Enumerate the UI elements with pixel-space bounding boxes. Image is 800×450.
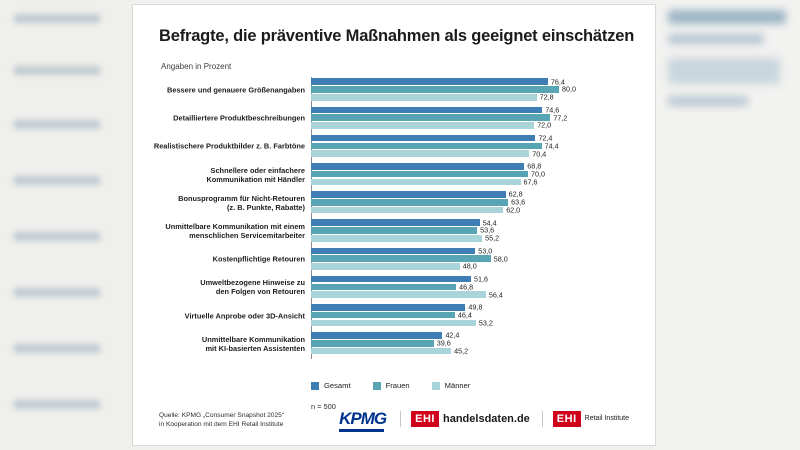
bar-value-label: 74,4 [544,141,559,151]
bar-value-label: 45,2 [454,346,469,356]
bar [311,113,568,123]
bar-group [173,105,621,131]
category-label: Kostenpflichtige Retouren [212,254,305,264]
bar-value-label: 53,6 [480,225,495,235]
legend-swatch [311,382,319,390]
bar-value-label: 63,6 [511,197,526,207]
bar-group [153,133,621,159]
bar-group [201,330,621,357]
bar-value-label: 46,4 [457,310,472,320]
bar-value-label: 56,4 [488,290,503,300]
chart-card [132,4,656,446]
legend-label: Gesamt [324,381,351,390]
category-label: Detailliertere Produktbeschreibungen [173,113,305,123]
bar-value-label: 62,0 [506,205,521,215]
bar-group [212,246,621,272]
bar [311,77,565,87]
bar [311,141,559,151]
bar [311,274,488,284]
ehi-retail-institute-text: Retail Institute [584,415,629,422]
bar [311,149,547,159]
bar [311,282,474,292]
category-label: Unmittelbare Kommunikation mit KI-basierten Assistenten [201,334,305,353]
bar-value-label: 46,8 [459,282,474,292]
bar [311,233,500,243]
chart-footer [133,409,655,429]
bar-value-label: 62,8 [508,189,523,199]
category-label: Bonusprogramm für Nicht-Retouren (z. B. Punkte, Rabatte) [178,193,305,212]
bar-value-label: 72,8 [539,92,554,102]
category-label: Realistischere Produktbilder z. B. Farbtöne [153,141,305,151]
bar-value-label: 53,0 [478,246,493,256]
bar-value-label: 48,0 [462,261,477,271]
chart-legend [311,381,655,390]
bar-group [200,274,621,300]
legend-item [373,381,410,390]
ehi-badge-icon-2: EHI [553,411,581,427]
legend-label: Männer [444,381,471,390]
bar-value-label: 68,8 [527,161,542,171]
legend-swatch [373,382,381,390]
bar-group [165,218,621,244]
bar [311,310,472,320]
bar [311,218,497,228]
logo-group [339,409,629,429]
bar [311,177,538,187]
bar-stack [311,218,621,244]
bar-value-label: 77,2 [553,113,568,123]
bar [311,338,451,348]
bar-stack [311,274,621,300]
category-label: Schnellere oder einfachere Kommunikation mit Händler [206,165,305,184]
bar-value-label: 72,4 [538,133,553,143]
category-label: Umweltbezogene Hinweise zu den Folgen von Retouren [200,278,305,297]
bar-stack [311,77,621,103]
bar [311,84,576,94]
category-label: Unmittelbare Kommunikation mit einem menschlichen Servicemitarbeiter [165,222,305,240]
bar-value-label: 72,0 [537,120,552,130]
bar-value-label: 80,0 [562,84,576,94]
bar-stack [311,331,621,357]
chart-subtitle: Angaben in Prozent [161,62,232,71]
bar-value-label: 42,4 [445,330,460,340]
bar-group [167,77,621,103]
ehi-badge-icon: EHI [411,411,439,427]
bar-stack [311,162,621,188]
bar [311,290,503,300]
bar-value-label: 76,4 [550,77,565,87]
bar-stack [311,190,621,216]
bar-stack [311,133,621,159]
category-label: Virtuelle Anprobe oder 3D-Ansicht [184,311,305,321]
category-label: Bessere und genauere Größenangaben [167,85,305,95]
handelsdaten-logo-text: handelsdaten.de [443,413,530,425]
kpmg-logo [339,409,388,429]
ehi-retail-institute-logo [542,411,629,427]
bar-value-label: 39,6 [436,338,451,348]
bar-stack [311,303,621,329]
bar-value-label: 70,4 [532,149,547,159]
kpmg-logo-text: KPMG [339,409,387,428]
bar [311,105,560,115]
legend-item [311,381,351,390]
bar-value-label: 58,0 [493,254,508,264]
bar [311,120,552,130]
legend-label: Frauen [385,381,410,390]
bar [311,254,508,264]
bar-stack [311,246,621,272]
bar-value-label: 74,6 [545,105,560,115]
bar [311,197,526,207]
bar [311,92,554,102]
bar-value-label: 55,2 [485,233,500,243]
source-note: Quelle: KPMG „Consumer Snapshot 2025“ in Kooperation mit dem EHI Retail Institute [159,412,284,428]
bar [311,133,553,143]
handelsdaten-logo [400,411,530,427]
bar-value-label: 54,4 [482,218,497,228]
bar [311,161,542,171]
legend-swatch [432,382,440,390]
bar [311,225,495,235]
background-right-column [654,0,800,450]
bar [311,302,483,312]
bar-stack [311,105,621,131]
sample-size-note: n = 500 [311,402,336,411]
bar [311,246,493,256]
bar-value-label: 70,0 [531,169,545,179]
bar [311,205,521,215]
bars-area [153,77,621,359]
bar-group [178,189,621,216]
bar-value-label: 53,2 [478,318,493,328]
bar-value-label: 67,6 [523,177,538,187]
bar [311,346,469,356]
bar-value-label: 51,6 [473,274,488,284]
bar [311,189,523,199]
bar [311,330,460,340]
kpmg-logo-bar [339,429,384,432]
page-title: Befragte, die präventive Maßnahmen als geeignet einschätzen [159,27,635,45]
bar [311,318,493,328]
chart-plot [133,77,655,377]
legend-item [432,381,471,390]
bar-group [184,302,621,329]
background-left-column [0,0,132,450]
bar [311,169,545,179]
bar [311,261,477,271]
bar-value-label: 49,8 [468,302,483,312]
bar-group [206,161,621,188]
